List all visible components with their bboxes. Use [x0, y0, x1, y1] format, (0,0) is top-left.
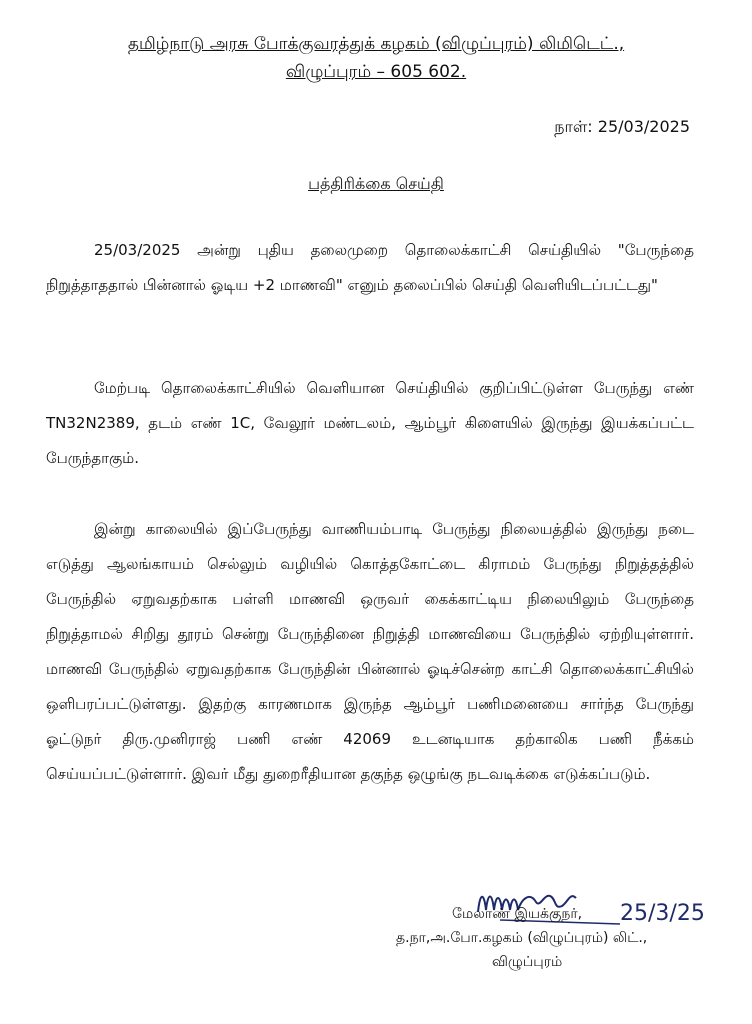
org-name-heading: தமிழ்நாடு அரசு போக்குவரத்துக் கழகம் (விழுப்புரம்) லிமிடெட்.,: [127, 34, 625, 54]
paragraph-1: 25/03/2025 அன்று புதிய தலைமுறை தொலைக்காட்சி செய்தியில் "பேருந்தை நிறுத்தாததால் பின்னால் ஓடிய +2 மாணவி" எனும் தலைப்பில் செய்தி வெளியிடப்பட்டது": [46, 241, 694, 294]
signatory-organization: த.நா,அ.போ.கழகம் (விழுப்புரம்) லிட்.,: [396, 930, 648, 946]
org-address-heading: விழுப்புரம் – 605 602.: [285, 62, 467, 82]
paragraph-3: இன்று காலையில் இப்பேருந்து வாணியம்பாடி பேருந்து நிலையத்தில் இருந்து நடை எடுத்து ஆலங்காயம் செல்லும் வழியில் கொத்தகோட்டை கிராமம் பேருந்து நிறுத்தத்தில் பேருந்தில் ஏறுவதற்காக பள்ளி மாணவி ஒருவர் கைக்காட்டிய நிலையிலும் பேருந்தை நிறுத்தாமல் சிறிது தூரம் சென்று பேருந்தினை நிறுத்தி மாணவியை பேருந்தில் ஏற்றியுள்ளார். மாணவி பேருந்தில் ஏறுவதற்காக பேருந்தின் பின்னால் ஓடிச்சென்ற காட்சி தொலைக்காட்சியில் ஒளிபரப்பட்டுள்ளது. இதற்கு காரணமாக இருந்த ஆம்பூர் பணிமனையை சார்ந்த பேருந்து ஓட்டுநர் திரு.முனிராஜ் பணி எண் 42069 உடனடியாக தற்காலிக பணி நீக்கம் செய்யப்பட்டுள்ளார். இவர் மீது துறைரீதியான தகுந்த ஒழுங்கு நடவடிக்கை எடுக்கப்படும்.: [46, 520, 694, 783]
signatory-place: விழுப்புரம்: [492, 954, 563, 970]
signatory-designation: மேலாண் இயக்குநர்,: [452, 906, 583, 922]
release-date: நாள்: 25/03/2025: [554, 117, 690, 136]
paragraph-2: மேற்படி தொலைக்காட்சியில் வெளியான செய்தியில் குறிப்பிட்டுள்ள பேருந்து எண் TN32N2389, தடம் எண் 1C, வேலூர் மண்டலம், ஆம்பூர் கிளையில் இருந்து இயக்கப்பட்ட பேருந்தாகும்.: [46, 379, 694, 467]
press-release-title: பத்திரிக்கை செய்தி: [308, 174, 444, 193]
signature-date: 25/3/25: [620, 901, 705, 926]
